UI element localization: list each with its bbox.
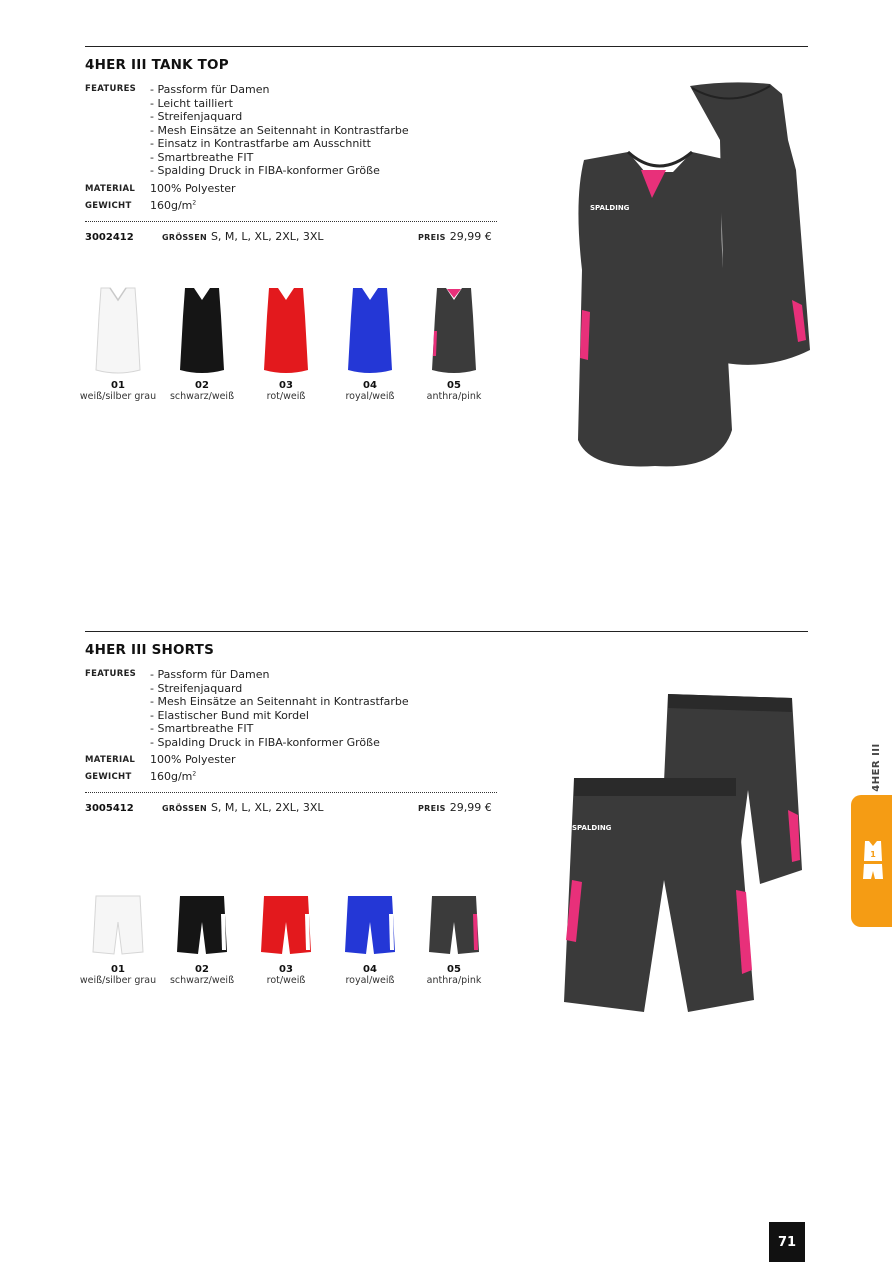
variant-swatch[interactable] bbox=[76, 286, 160, 402]
feature-item: - Elastischer Bund mit Kordel bbox=[150, 708, 309, 722]
tank-top-royal-icon bbox=[345, 286, 395, 374]
feature-list bbox=[150, 668, 409, 749]
tank-top-red-icon bbox=[261, 286, 311, 374]
price-label: PREIS bbox=[418, 804, 446, 813]
variant-code: 04 bbox=[363, 964, 377, 975]
tank-top-product-image bbox=[570, 80, 815, 472]
article-number: 3005412 bbox=[85, 803, 134, 814]
variant-swatch[interactable] bbox=[244, 286, 328, 402]
material-value: 100% Polyester bbox=[150, 182, 236, 195]
chapter-tab[interactable] bbox=[851, 795, 892, 927]
variant-name: weiß/silber grau bbox=[79, 975, 157, 986]
features-label: FEATURES bbox=[85, 84, 137, 94]
feature-list bbox=[150, 83, 409, 178]
variant-code: 01 bbox=[111, 380, 125, 391]
variant-name: royal/weiß bbox=[345, 391, 395, 402]
features-label: FEATURES bbox=[85, 669, 137, 679]
feature-item: - Mesh Einsätze an Seitennaht in Kontrastfarbe bbox=[150, 695, 409, 708]
feature-item: - Smartbreathe FIT bbox=[150, 722, 254, 735]
feature-item: - Einsatz in Kontrastfarbe am Ausschnitt bbox=[150, 137, 371, 150]
variant-swatch[interactable] bbox=[412, 286, 496, 402]
feature-item: - Streifenjaquard bbox=[150, 681, 243, 695]
tank-top-white-icon bbox=[93, 286, 143, 374]
article-number: 3002412 bbox=[85, 232, 134, 243]
svg-text:1: 1 bbox=[870, 850, 876, 859]
variant-code: 05 bbox=[447, 380, 461, 391]
chapter-label-text: 4HER III bbox=[870, 743, 882, 792]
price-value: 29,99 € bbox=[449, 801, 492, 814]
feature-item: - Spalding Druck in FIBA-konformer Größe bbox=[150, 735, 380, 749]
variant-swatch[interactable] bbox=[244, 894, 328, 986]
jersey-shorts-icon bbox=[861, 839, 885, 883]
color-variants bbox=[77, 894, 507, 1019]
variant-code: 02 bbox=[195, 380, 209, 391]
variant-name: rot/weiß bbox=[266, 975, 306, 986]
section-divider bbox=[85, 631, 808, 632]
shorts-black-icon bbox=[176, 894, 228, 958]
price bbox=[418, 230, 492, 243]
weight-label: GEWICHT bbox=[85, 772, 132, 782]
section-divider bbox=[85, 46, 808, 47]
sizes-value: S, M, L, XL, 2XL, 3XL bbox=[210, 801, 324, 814]
price bbox=[418, 801, 492, 814]
shorts-white-icon bbox=[92, 894, 144, 958]
feature-item: - Mesh Einsätze an Seitennaht in Kontrastfarbe bbox=[150, 123, 409, 137]
sizes-label: GRÖSSEN bbox=[162, 233, 207, 242]
feature-item: - Passform für Damen bbox=[150, 668, 270, 681]
variant-name: anthra/pink bbox=[426, 975, 482, 986]
sizes bbox=[162, 230, 324, 243]
variant-name: rot/weiß bbox=[266, 391, 306, 402]
variant-name: schwarz/weiß bbox=[169, 391, 235, 402]
variant-code: 05 bbox=[447, 964, 461, 975]
product-title: 4HER III SHORTS bbox=[85, 642, 214, 658]
tank-top-anthra-icon bbox=[429, 286, 479, 374]
variant-code: 02 bbox=[195, 964, 209, 975]
variant-swatch[interactable] bbox=[160, 894, 244, 986]
brand-print: SPALDING bbox=[572, 824, 612, 832]
product-title: 4HER III TANK TOP bbox=[85, 57, 229, 73]
page-number: 71 bbox=[769, 1222, 805, 1262]
variant-swatch[interactable] bbox=[160, 286, 244, 402]
variant-name: weiß/silber grau bbox=[79, 391, 157, 402]
variant-name: anthra/pink bbox=[426, 391, 482, 402]
chapter-label bbox=[862, 743, 882, 792]
brand-print: SPALDING bbox=[590, 204, 630, 212]
dotted-divider bbox=[85, 792, 497, 793]
variant-code: 03 bbox=[279, 380, 293, 391]
color-variants bbox=[77, 286, 507, 411]
price-label: PREIS bbox=[418, 233, 446, 242]
sizes-value: S, M, L, XL, 2XL, 3XL bbox=[210, 230, 324, 243]
shorts-product-image bbox=[560, 690, 812, 1020]
weight-value: $160g/m^2$ bbox=[150, 199, 197, 212]
feature-item: - Passform für Damen bbox=[150, 83, 270, 96]
dotted-divider bbox=[85, 221, 497, 222]
weight-label: GEWICHT bbox=[85, 201, 132, 211]
variant-code: 04 bbox=[363, 380, 377, 391]
variant-swatch[interactable] bbox=[328, 894, 412, 986]
shorts-anthra-icon bbox=[428, 894, 480, 958]
variant-swatch[interactable] bbox=[412, 894, 496, 986]
variant-code: 01 bbox=[111, 964, 125, 975]
feature-item: - Spalding Druck in FIBA-konformer Größe bbox=[150, 164, 380, 177]
variant-swatch[interactable] bbox=[328, 286, 412, 402]
shorts-red-icon bbox=[260, 894, 312, 958]
feature-item: - Streifenjaquard bbox=[150, 110, 243, 123]
variant-name: royal/weiß bbox=[345, 975, 395, 986]
sizes bbox=[162, 801, 324, 814]
sizes-label: GRÖSSEN bbox=[162, 804, 207, 813]
price-value: 29,99 € bbox=[449, 230, 492, 243]
feature-item: - Leicht tailliert bbox=[150, 96, 233, 110]
feature-item: - Smartbreathe FIT bbox=[150, 150, 254, 164]
variant-name: schwarz/weiß bbox=[169, 975, 235, 986]
material-value: 100% Polyester bbox=[150, 753, 236, 766]
weight-value: $160g/m^2$ bbox=[150, 770, 197, 783]
tank-top-black-icon bbox=[177, 286, 227, 374]
material-label: MATERIAL bbox=[85, 184, 136, 194]
material-label: MATERIAL bbox=[85, 755, 136, 765]
variant-code: 03 bbox=[279, 964, 293, 975]
variant-swatch[interactable] bbox=[76, 894, 160, 986]
shorts-royal-icon bbox=[344, 894, 396, 958]
